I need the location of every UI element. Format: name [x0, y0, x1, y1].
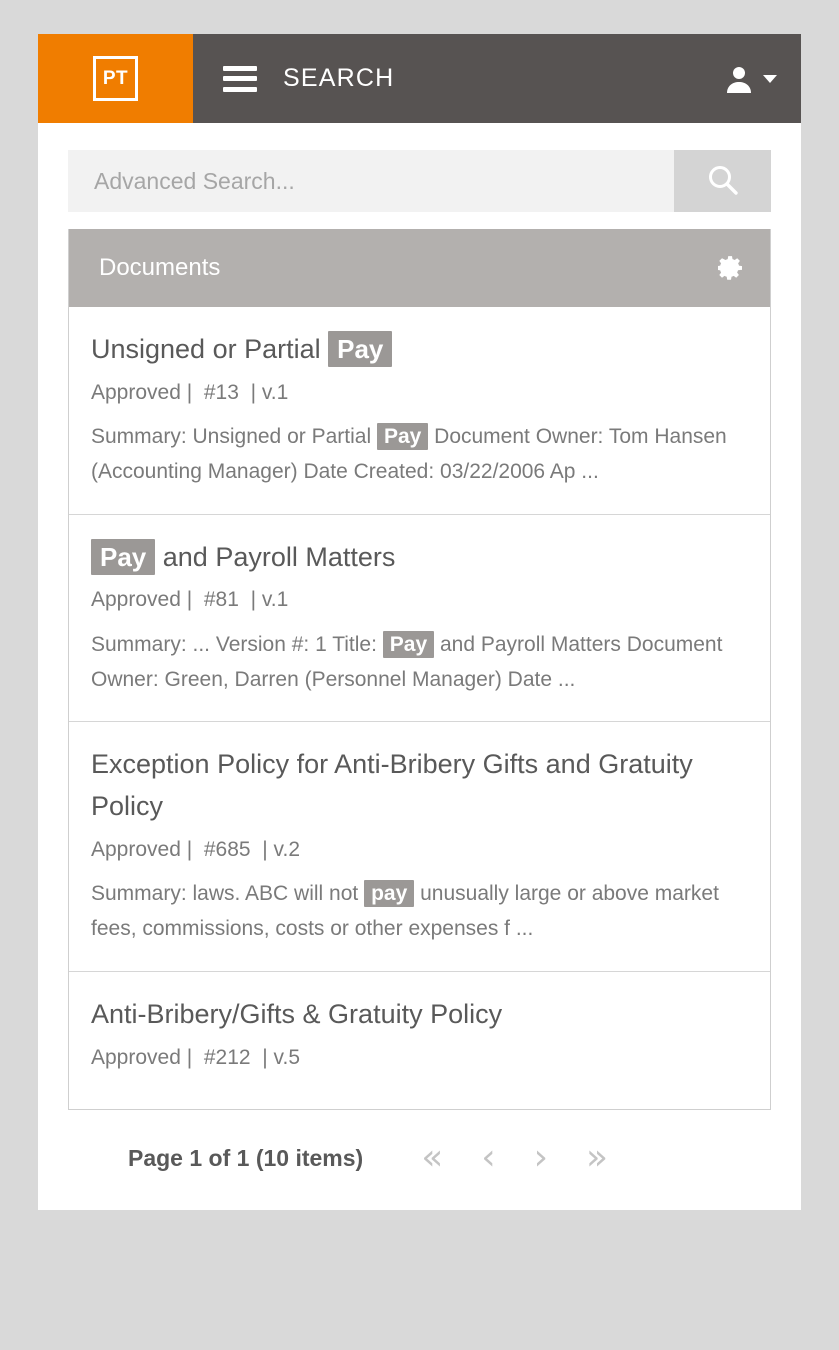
result-number: #81 — [203, 588, 239, 612]
summary-text: Summary: Unsigned or Partial — [91, 425, 377, 449]
search-icon — [706, 163, 740, 200]
status-badge: Approved | — [91, 837, 193, 861]
result-number: #685 — [203, 837, 251, 861]
search-button[interactable] — [674, 150, 771, 212]
list-item[interactable] — [69, 722, 770, 971]
summary-text: Summary: laws. ABC will not — [91, 882, 365, 906]
status-badge: Approved | — [91, 1045, 193, 1069]
summary-highlight: Pay — [377, 423, 428, 450]
search-bar — [38, 123, 801, 212]
next-page-icon[interactable]: › — [533, 1137, 549, 1179]
pagination-buttons — [421, 1137, 609, 1179]
summary-text-after: and Payroll Matters Document Owner: Green, Darren (Personnel Manager) Date ... — [91, 632, 723, 691]
logo[interactable] — [38, 34, 193, 123]
summary-text: Summary: ... Version #: 1 Title: — [91, 632, 383, 656]
status-badge: Approved | — [91, 380, 193, 404]
gear-icon[interactable] — [718, 255, 744, 281]
hamburger-icon[interactable] — [223, 66, 257, 92]
result-number: #212 — [203, 1045, 251, 1069]
result-meta — [91, 584, 744, 616]
result-summary — [91, 628, 744, 697]
header-bar — [193, 34, 801, 123]
summary-text-after: unusually large or above market fees, commissions, costs or other expenses f ... — [91, 882, 719, 941]
summary-highlight: pay — [364, 880, 414, 907]
result-title-text: Unsigned or Partial — [91, 334, 329, 364]
chevron-down-icon — [763, 75, 777, 83]
result-title-highlight: Pay — [91, 539, 155, 575]
summary-highlight: Pay — [383, 631, 434, 658]
result-version: | v.5 — [262, 1045, 300, 1069]
search-input[interactable] — [68, 150, 674, 212]
list-item[interactable] — [69, 972, 770, 1109]
result-title-highlight: Pay — [328, 331, 392, 367]
user-icon — [725, 65, 753, 93]
list-item[interactable] — [69, 515, 770, 723]
first-page-icon[interactable]: « — [421, 1137, 444, 1179]
app-header — [38, 34, 801, 123]
status-badge: Approved | — [91, 588, 193, 612]
results-panel-title: Documents — [99, 254, 221, 281]
result-meta — [91, 1042, 744, 1074]
logo-mark: PT — [93, 56, 138, 101]
pagination — [38, 1110, 801, 1210]
results-panel-header — [69, 229, 770, 307]
result-title[interactable] — [91, 994, 744, 1036]
result-title[interactable] — [91, 329, 744, 371]
result-meta — [91, 377, 744, 409]
result-version: | v.1 — [250, 588, 289, 612]
result-summary — [91, 420, 744, 489]
result-number: #13 — [203, 380, 239, 404]
result-title-text: Exception Policy for Anti-Bribery Gifts and Gratuity Policy — [91, 749, 693, 822]
result-summary — [91, 877, 744, 946]
results-panel — [68, 229, 771, 1110]
result-meta — [91, 834, 744, 866]
summary-text-after: Document Owner: Tom Hansen (Accounting Manager) Date Created: 03/22/2006 Ap ... — [91, 425, 727, 483]
result-version: | v.2 — [262, 837, 300, 861]
result-title[interactable] — [91, 537, 744, 579]
pagination-label: Page 1 of 1 (10 items) — [128, 1144, 364, 1171]
prev-page-icon[interactable]: ‹ — [481, 1137, 496, 1179]
result-title[interactable] — [91, 744, 744, 828]
results-list — [69, 307, 770, 1109]
app-window — [38, 34, 801, 1210]
result-title-text-after: and Payroll Matters — [155, 541, 396, 572]
last-page-icon[interactable]: » — [586, 1137, 609, 1179]
list-item[interactable] — [69, 307, 770, 515]
page-title: SEARCH — [283, 64, 395, 92]
user-menu[interactable] — [725, 65, 777, 93]
result-version: | v.1 — [250, 380, 289, 404]
result-title-text: Anti-Bribery/Gifts & Gratuity Policy — [91, 998, 503, 1029]
